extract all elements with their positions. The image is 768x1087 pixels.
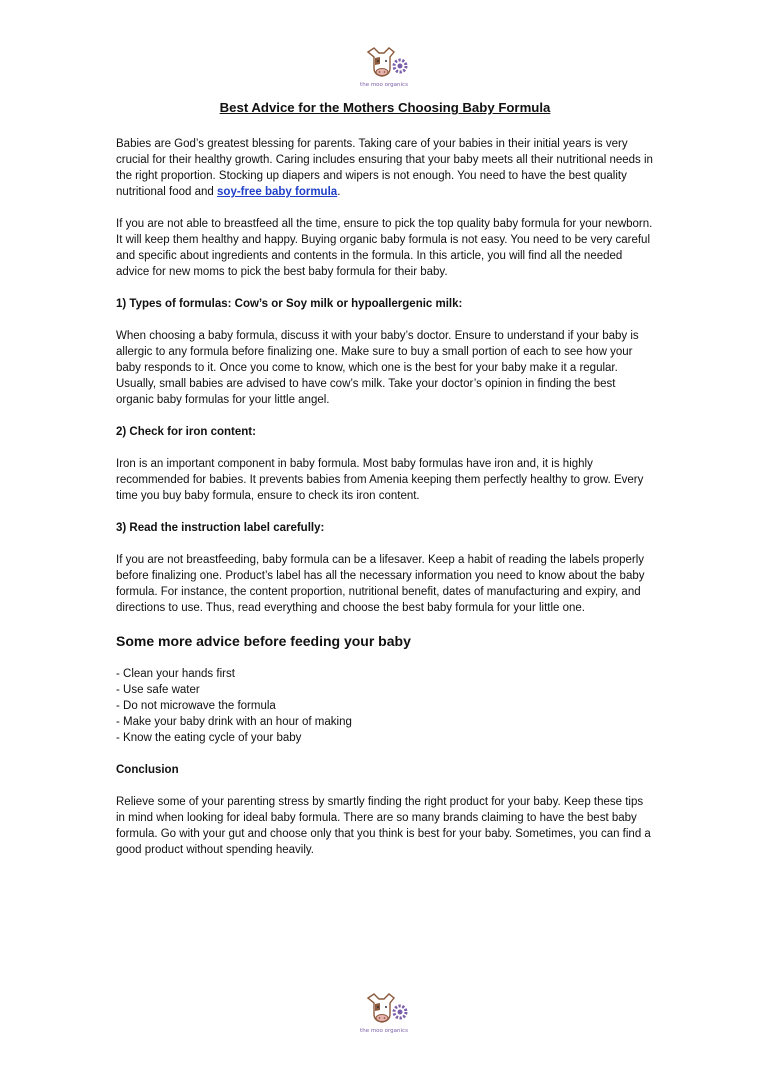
- list-item: - Know the eating cycle of your baby: [116, 730, 654, 746]
- list-item: - Clean your hands first: [116, 666, 654, 682]
- logo-caption: the moo organics: [360, 82, 408, 88]
- section-heading-3: 3) Read the instruction label carefully:: [116, 522, 325, 534]
- section-heading-1: 1) Types of formulas: Cow’s or Soy milk or hypoallergenic milk:: [116, 298, 463, 310]
- section-body-2: Iron is an important component in baby formula. Most baby formulas have iron and, it is highly recommended for babies. It prevents babies from Amenia keeping them perfectly healthy to grow. Every time you buy baby formula, ensure to check its iron content.: [116, 458, 644, 502]
- cow-icon: [368, 994, 394, 1022]
- document-body: [116, 100, 654, 874]
- advice-heading: Some more advice before feeding your baby: [116, 633, 411, 649]
- section-body-3: If you are not breastfeeding, baby formula can be a lifesaver. Keep a habit of reading the labels properly before finalizing one. Product’s label has all the necessary information you need to know about the baby formula. For instance, the content proportion, nutritional benefit, dates of manufacturing and expiry, and directions to use. Thus, read everything and choose the best baby formula for your little one.: [116, 554, 645, 614]
- logo-caption: the moo organics: [360, 1028, 408, 1034]
- intro-text: Babies are God’s greatest blessing for parents. Taking care of your babies in their initial years is very crucial for their healthy growth. Caring includes ensuring that your baby meets all their nutritional needs in the right proportion. Stocking up diapers and wipers is not enough. You need to have the best quality nutritional food and: [116, 138, 653, 198]
- document-title: Best Advice for the Mothers Choosing Baby Formula: [219, 100, 551, 115]
- cow-icon: [368, 48, 394, 76]
- section-body-1: When choosing a baby formula, discuss it with your baby’s doctor. Ensure to understand if your baby is allergic to any formula before finalizing one. Make sure to buy a small portion of each to see how your baby responds to it. Once you come to know, which one is the best for your baby make it a regular. Usually, small babies are advised to have cow’s milk. Take your doctor’s opinion in finding the best organic baby formulas for your little angel.: [116, 330, 639, 406]
- gear-icon: [394, 60, 406, 72]
- conclusion-heading: Conclusion: [116, 764, 179, 776]
- section-heading-2: 2) Check for iron content:: [116, 426, 256, 438]
- list-item: - Do not microwave the formula: [116, 698, 654, 714]
- advice-list: [116, 666, 654, 746]
- soy-free-formula-link[interactable]: soy-free baby formula: [217, 186, 338, 198]
- list-item: - Use safe water: [116, 682, 654, 698]
- conclusion-body: Relieve some of your parenting stress by smartly finding the right product for your baby. Keep these tips in mind when looking for ideal baby formula. There are so many brands claiming to have the best baby formula. Go with your gut and choose only that you think is best for your baby. Sometimes, you can find a good product without spending heavily.: [116, 796, 651, 856]
- gear-icon: [394, 1006, 406, 1018]
- footer-logo: [354, 990, 414, 1036]
- intro-paragraph: [116, 136, 654, 200]
- paragraph-2: If you are not able to breastfeed all the time, ensure to pick the top quality baby formula for your newborn. It will keep them healthy and happy. Buying organic baby formula is not easy. You need to be very careful and specific about ingredients and contents in the formula. In this article, you will find all the needed advice for new moms to pick the best baby formula for their baby.: [116, 218, 653, 278]
- intro-text-end: .: [337, 186, 341, 198]
- brand-logo: [354, 44, 414, 90]
- list-item: - Make your baby drink with an hour of making: [116, 714, 654, 730]
